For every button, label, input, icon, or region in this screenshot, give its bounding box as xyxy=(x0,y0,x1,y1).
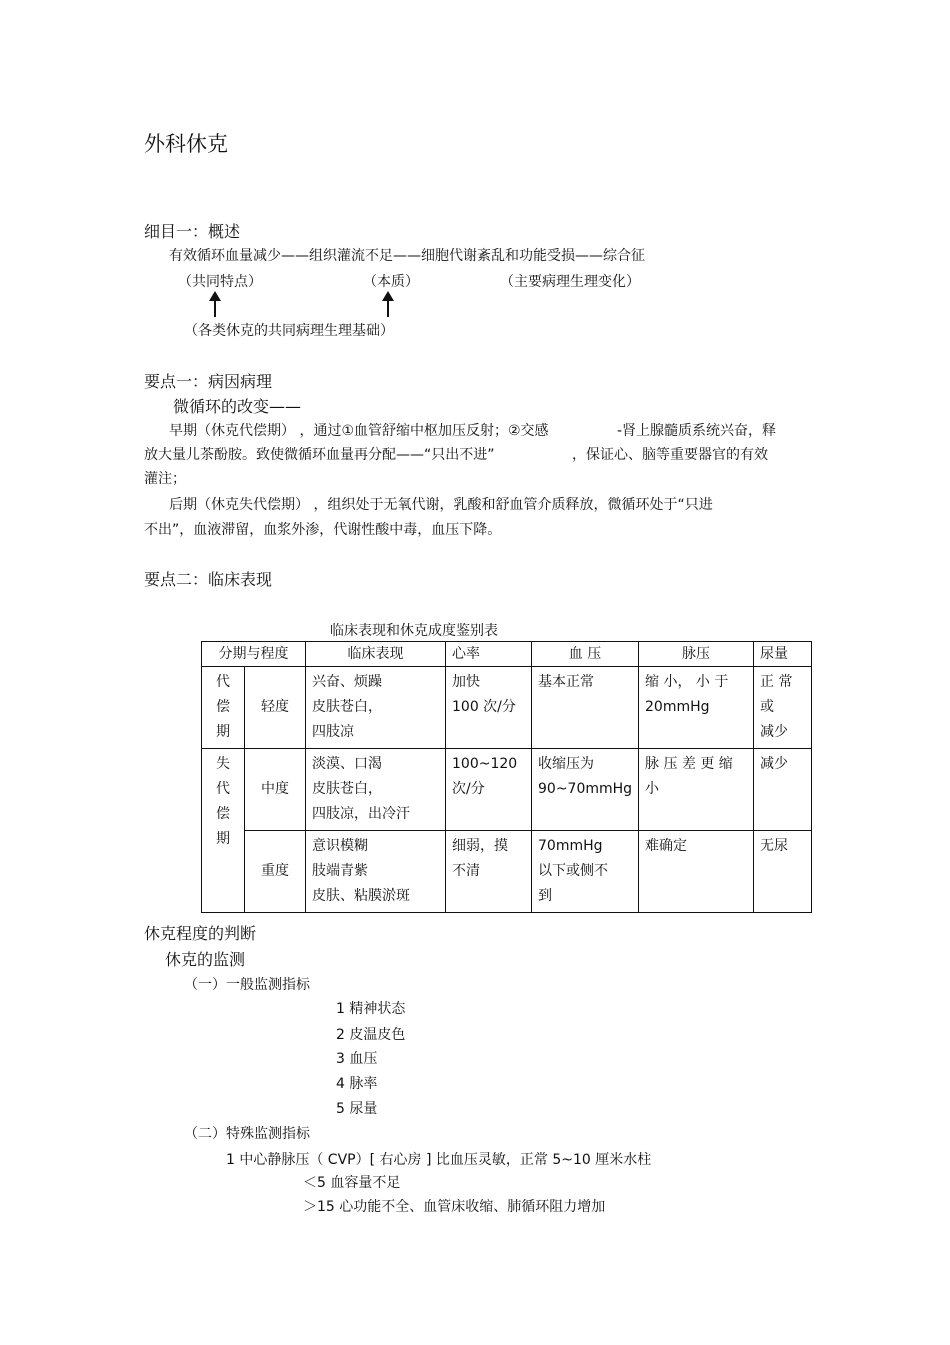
table-row xyxy=(202,667,812,749)
monitoring-subheading: 休克的监测 xyxy=(165,950,246,969)
header-urine: 尿量 xyxy=(754,642,812,667)
header-blood-pressure: 血 压 xyxy=(532,642,639,667)
cvp-low-line: ＜5 血容量不足 xyxy=(303,1175,401,1191)
urine-cell: 正 常 或 减少 xyxy=(754,667,812,749)
section-heading-etiology: 要点一：病因病理 xyxy=(144,372,273,391)
general-item: 3 血压 xyxy=(336,1051,378,1067)
pulse-pressure-cell: 脉 压 差 更 缩 小 xyxy=(639,749,754,831)
stage-decompensated: 失 代 偿 期 xyxy=(202,749,245,913)
general-monitoring-heading: （一）一般监测指标 xyxy=(184,977,310,993)
overview-note-main-change: （主要病理生理变化） xyxy=(500,274,640,290)
early-stage-line-1b: -肾上腺髓质系统兴奋，释 xyxy=(617,423,777,439)
header-heart-rate: 心率 xyxy=(446,642,532,667)
header-stage: 分期与程度 xyxy=(202,642,306,667)
overview-note-common: （共同特点） xyxy=(178,274,262,290)
stage-compensated: 代 偿 期 xyxy=(202,667,245,749)
section-heading-severity: 休克程度的判断 xyxy=(144,924,257,943)
degree-cell: 重度 xyxy=(245,831,306,913)
blood-pressure-cell: 70mmHg 以下或侧不 到 xyxy=(532,831,639,913)
table-caption: 临床表现和休克成度鉴别表 xyxy=(330,623,498,639)
arrow-up-icon xyxy=(214,300,216,317)
overview-base-note: （各类休克的共同病理生理基础） xyxy=(184,323,394,339)
clinical-cell: 兴奋、烦躁 皮肤苍白， 四肢凉 xyxy=(306,667,446,749)
arrow-up-icon xyxy=(387,300,389,317)
general-item: 5 尿量 xyxy=(336,1101,378,1117)
cvp-line: 1 中心静脉压（ CVP）[ 右心房 ] 比血压灵敏，正常 5~10 厘米水柱 xyxy=(226,1152,652,1168)
early-stage-line-1: 早期（休克代偿期） ，通过①血管舒缩中枢加压反射；②交感 xyxy=(169,423,549,439)
early-stage-line-2b: ，保证心、脑等重要器官的有效 xyxy=(572,447,768,463)
degree-cell: 中度 xyxy=(245,749,306,831)
table-row xyxy=(202,831,812,913)
general-item: 2 皮温皮色 xyxy=(336,1027,406,1043)
urine-cell: 减少 xyxy=(754,749,812,831)
pulse-pressure-cell: 难确定 xyxy=(639,831,754,913)
header-pulse-pressure: 脉压 xyxy=(639,642,754,667)
degree-cell: 轻度 xyxy=(245,667,306,749)
general-item: 1 精神状态 xyxy=(336,1001,406,1017)
section-heading-clinical: 要点二：临床表现 xyxy=(144,570,273,589)
urine-cell: 无尿 xyxy=(754,831,812,913)
early-stage-line-2: 放大量儿茶酚胺。致使微循环血量再分配——“只出不进” xyxy=(144,447,495,463)
early-stage-line-3: 灌注； xyxy=(144,471,186,487)
clinical-table xyxy=(201,641,812,913)
blood-pressure-cell: 收缩压为 90~70mmHg xyxy=(532,749,639,831)
pulse-pressure-cell: 缩 小， 小 于 20mmHg xyxy=(639,667,754,749)
table-row xyxy=(202,749,812,831)
heart-rate-cell: 细弱，摸 不清 xyxy=(446,831,532,913)
page-title: 外科休克 xyxy=(144,132,228,156)
heart-rate-cell: 加快 100 次/分 xyxy=(446,667,532,749)
section-heading-overview: 细目一：概述 xyxy=(144,222,241,241)
overview-note-essence: （本质） xyxy=(363,274,419,290)
clinical-cell: 意识模糊 肢端青紫 皮肤、粘膜淤斑 xyxy=(306,831,446,913)
overview-flow-text: 有效循环血量减少——组织灌流不足——细胞代谢紊乱和功能受损——综合征 xyxy=(169,248,645,264)
heart-rate-cell: 100~120 次/分 xyxy=(446,749,532,831)
header-clinical: 临床表现 xyxy=(306,642,446,667)
late-stage-line-1: 后期（休克失代偿期） ，组织处于无氧代谢，乳酸和舒血管介质释放，微循环处于“只进 xyxy=(169,497,713,513)
late-stage-line-2: 不出”，血液滞留，血浆外渗，代谢性酸中毒，血压下降。 xyxy=(144,522,502,538)
cvp-high-line: ＞15 心功能不全、血管床收缩、肺循环阻力增加 xyxy=(303,1199,606,1215)
table-header-row xyxy=(202,642,812,667)
clinical-cell: 淡漠、口渴 皮肤苍白， 四肢凉，出冷汗 xyxy=(306,749,446,831)
blood-pressure-cell: 基本正常 xyxy=(532,667,639,749)
microcirculation-subheading: 微循环的改变—— xyxy=(173,397,302,416)
general-item: 4 脉率 xyxy=(336,1076,378,1092)
special-monitoring-heading: （二）特殊监测指标 xyxy=(184,1126,310,1142)
